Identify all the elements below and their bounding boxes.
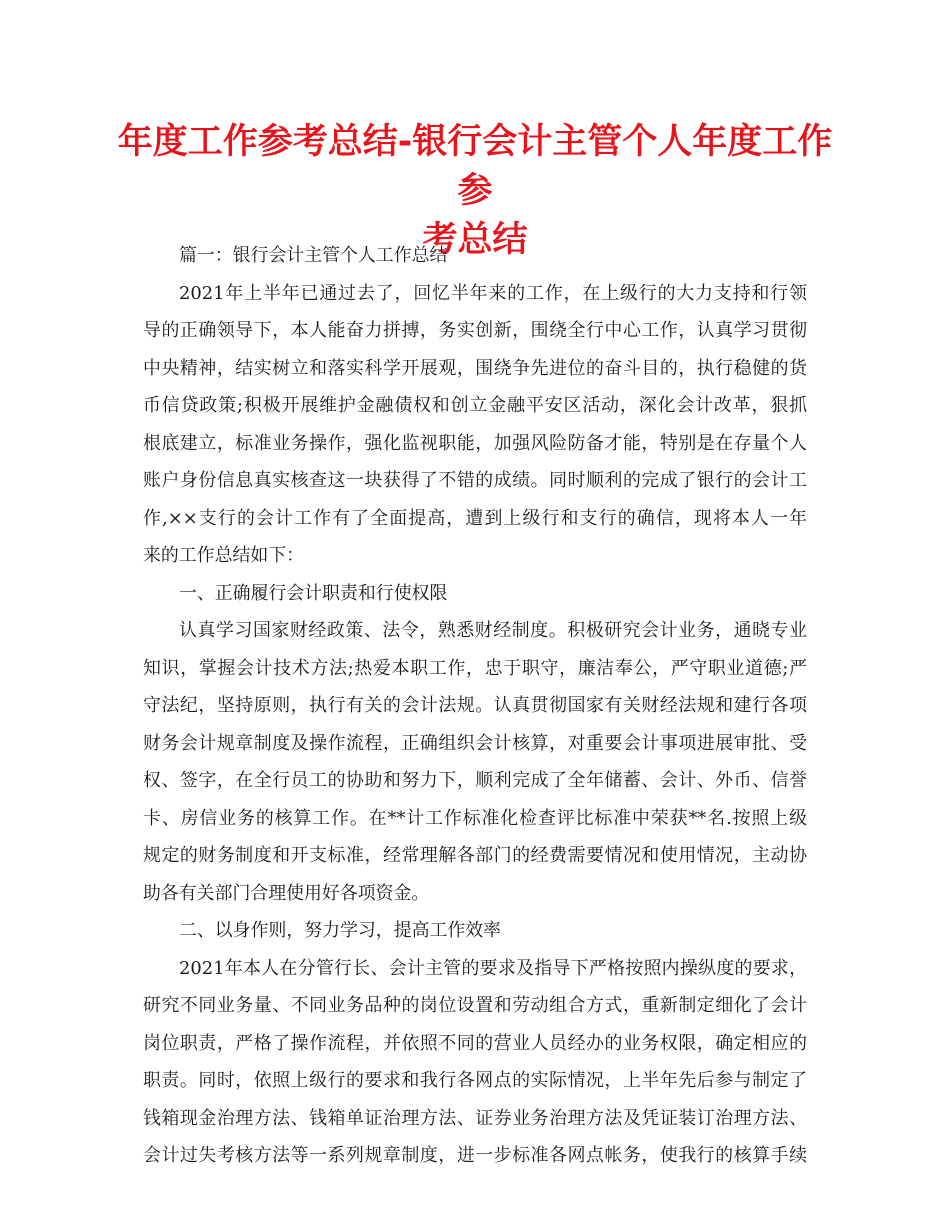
text-line: 2021年上半年已通过去了，回忆半年来的工作，在上级行的大力支持和行领 [179,282,807,304]
text-line: 二、以身作则，努力学习，提高工作效率 [179,920,502,941]
paragraph [143,275,807,575]
text-line: 财务会计规章制度及操作流程，正确组织会计核算，对重要会计事项进展审批、受 [143,732,807,754]
text-line: 岗位职责，严格了操作流程，并依照不同的营业人员经办的业务权限，确定相应的 [143,1032,807,1054]
paragraph [143,612,807,912]
text-line: 会计过失考核方法等一系列规章制度，进一步标准各网点帐务，使我行的核算手续 [143,1145,807,1166]
title-line-2: 考总结 [422,220,528,260]
document-body [143,237,807,1175]
title-line-1: 年度工作参考总结-银行会计主管个人年度工作参 [117,122,833,211]
text-line: 币信贷政策;积极开展维护金融债权和创立金融平安区活动，深化会计改革，狠抓 [143,395,807,416]
text-line: 一、正确履行会计职责和行使权限 [179,582,448,604]
text-line: 账户身份信息真实核查这一块获得了不错的成绩。同时顺利的完成了银行的会计工 [143,470,807,491]
text-line: 导的正确领导下，本人能奋力拼搏，务实创新，围绕全行中心工作，认真学习贯彻 [143,320,807,341]
paragraph [143,950,807,1175]
text-line: 知识，掌握会计技术方法;热爱本职工作，忠于职守，廉洁奉公，严守职业道德;严 [143,657,807,679]
text-line: 来的工作总结如下： [143,545,305,566]
text-line: 中央精神，结实树立和落实科学开展观，围绕争先进位的奋斗目的，执行稳健的货 [143,357,807,379]
text-line: 守法纪，坚持原则，执行有关的会计法规。认真贯彻国家有关财经法规和建行各项 [143,695,807,716]
paragraph [143,575,807,613]
text-line: 钱箱现金治理方法、钱箱单证治理方法、证券业务治理方法及凭证装订治理方法、 [143,1107,807,1129]
text-line: 权、签字，在全行员工的协助和努力下，顺利完成了全年储蓄、会计、外币、信誉 [143,770,807,791]
text-line: 职责。同时，依照上级行的要求和我行各网点的实际情况，上半年先后参与制定了 [143,1070,807,1091]
text-line: 2021年本人在分管行长、会计主管的要求及指导下严格按照内操纵度的要求， [179,957,807,979]
text-line: 规定的财务制度和开支标准，经常理解各部门的经费需要情况和使用情况，主动协 [143,845,807,866]
text-line: 篇一：银行会计主管个人工作总结 [179,245,448,266]
text-line: 卡、房信业务的核算工作。在**计工作标准化检查评比标准中荣获**名.按照上级 [143,807,807,829]
text-line: 作,××支行的会计工作有了全面提高，遭到上级行和支行的确信，现将本人一年 [143,507,807,529]
text-line: 研究不同业务量、不同业务品种的岗位设置和劳动组合方式，重新制定细化了会计 [143,995,807,1016]
text-line: 根底建立，标准业务操作，强化监视职能，加强风险防备才能，特别是在存量个人 [143,432,807,454]
text-line: 认真学习国家财经政策、法令，熟悉财经制度。积极研究会计业务，通晓专业 [179,620,807,641]
paragraph [143,237,807,275]
paragraph [143,912,807,950]
text-line: 助各有关部门合理使用好各项资金。 [143,882,430,904]
